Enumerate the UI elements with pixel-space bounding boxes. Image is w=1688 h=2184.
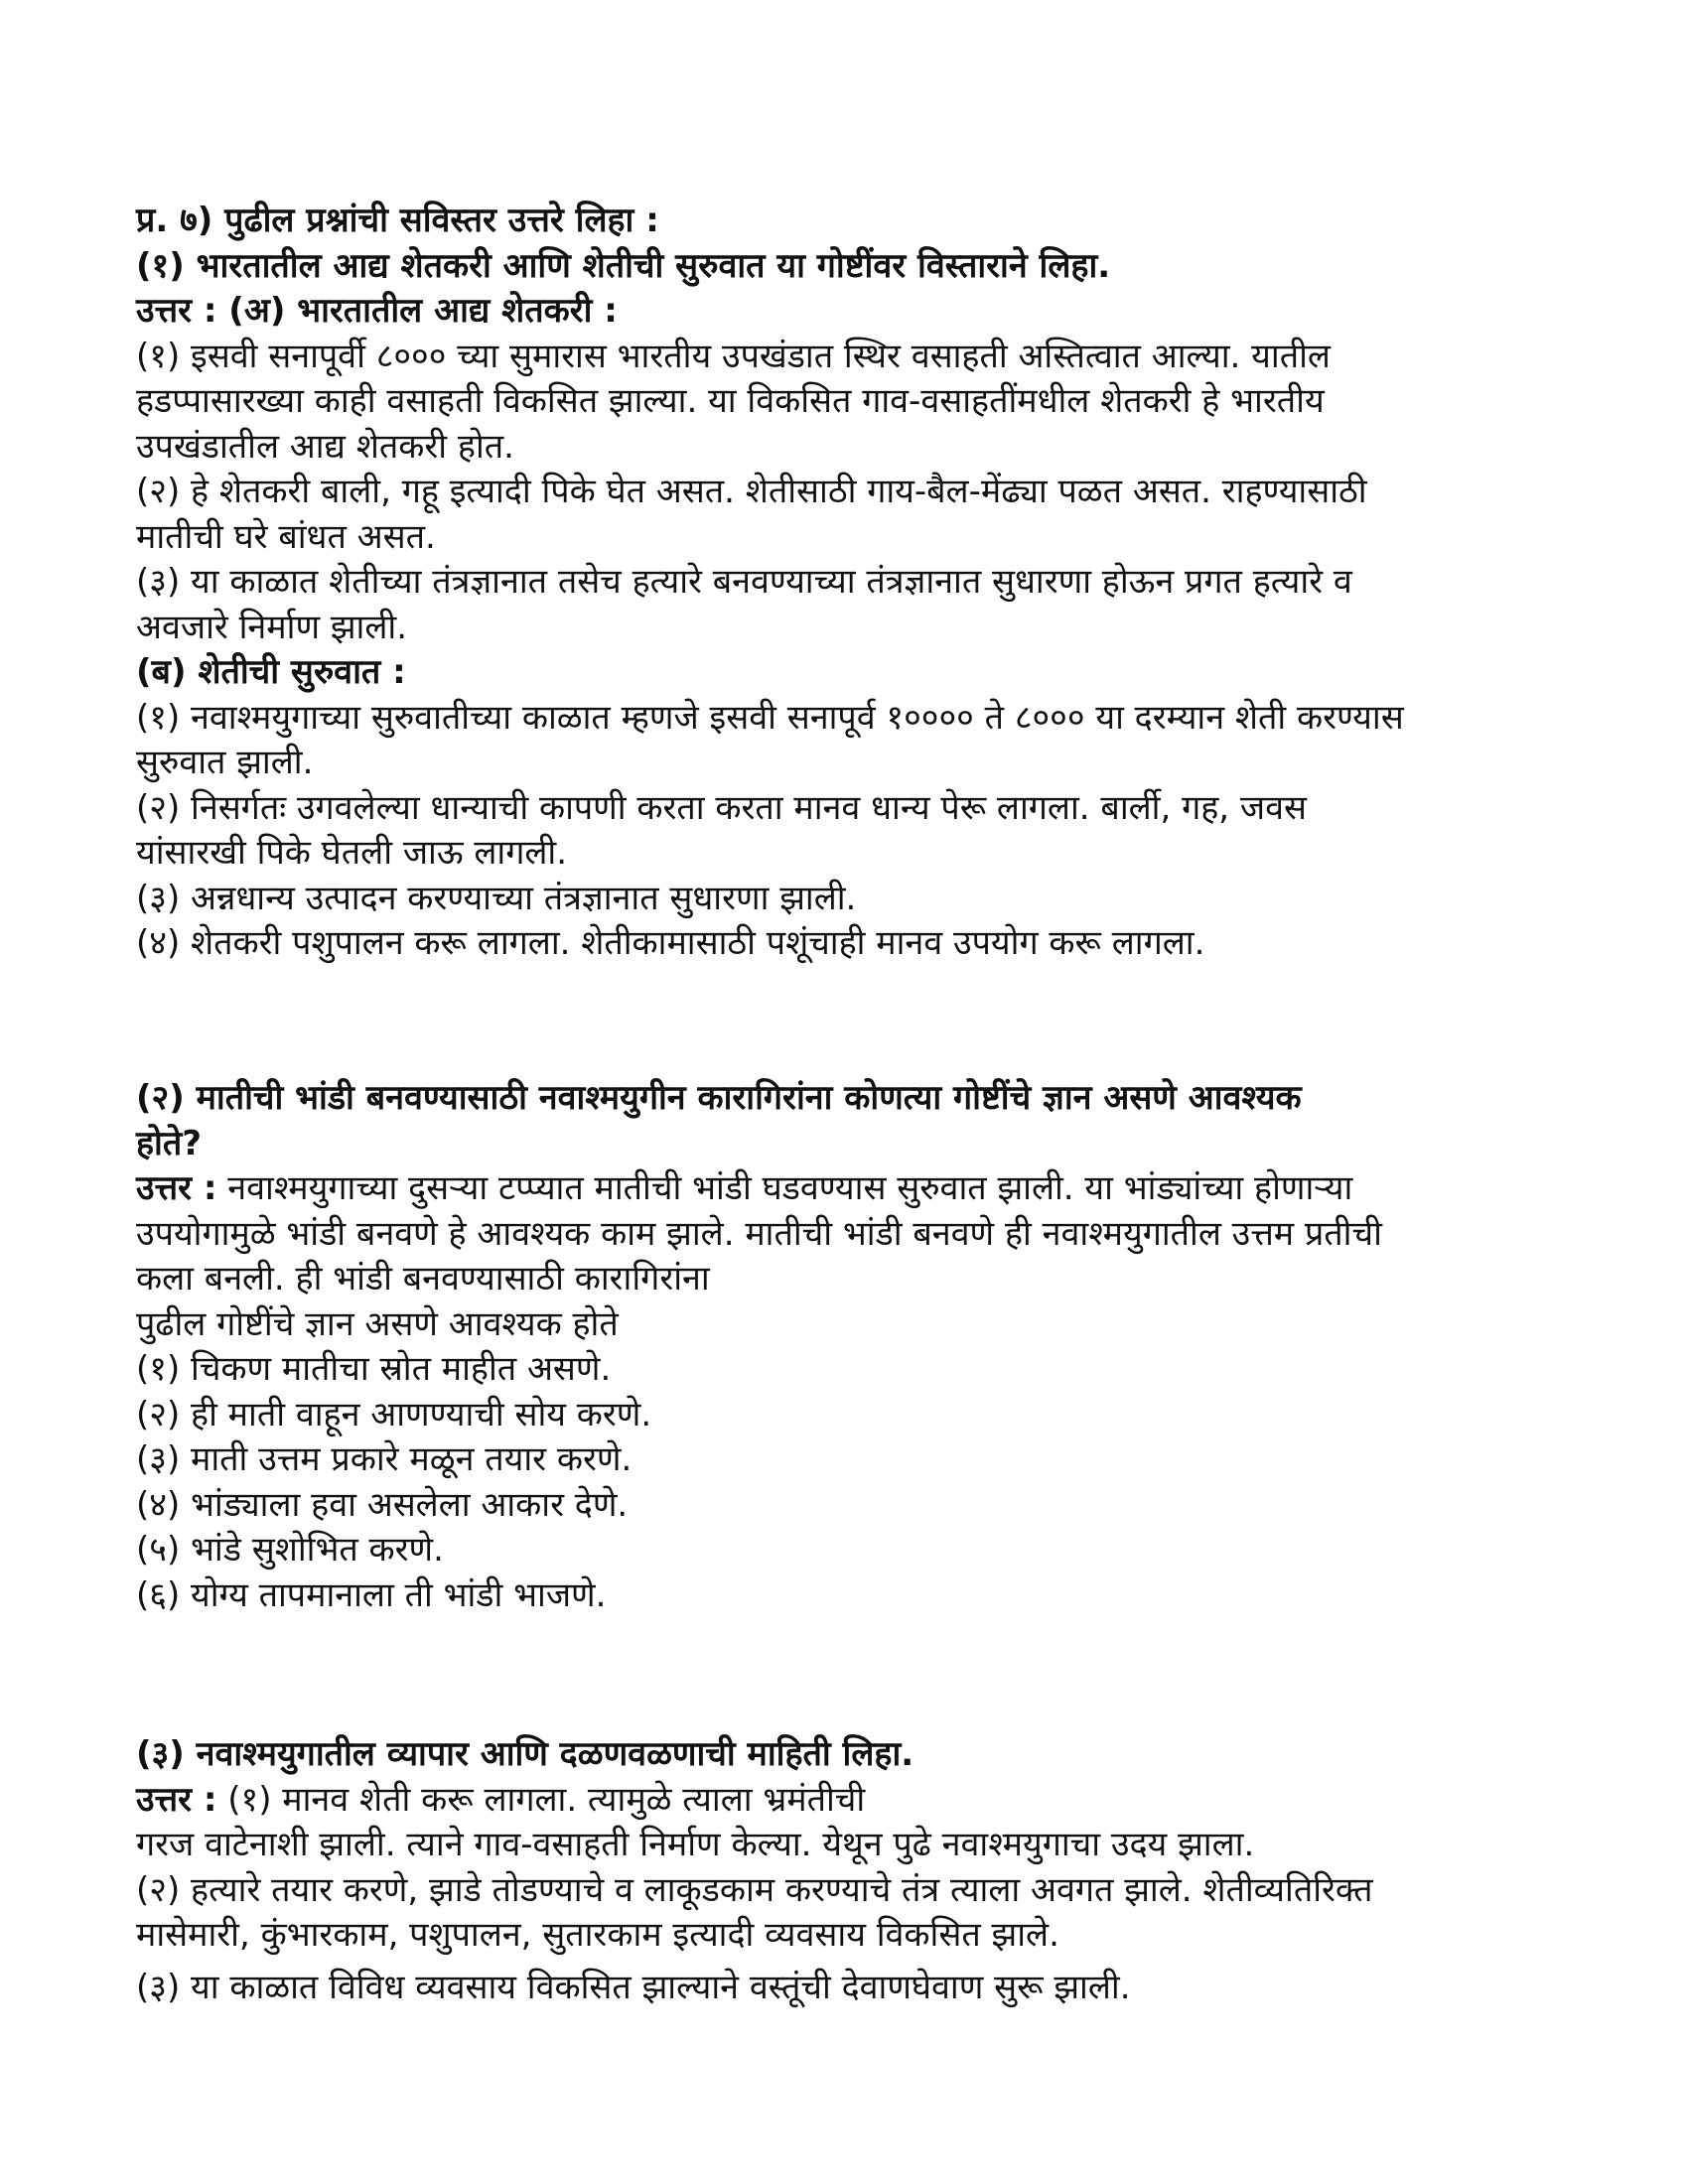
answer-1a-heading: उत्तर : (अ) भारतातील आद्य शेतकरी : bbox=[136, 291, 618, 331]
answer-line: (५) भांडे सुशोभित करणे. bbox=[136, 1530, 444, 1570]
answer-line: मातीची घरे बांधत असत. bbox=[136, 516, 436, 557]
answer-line: (१) नवाश्मयुगाच्या सुरुवातीच्या काळात म्हणजे इसवी सनापूर्व १०००० ते ८००० या दरम्यान शेती करण्यास bbox=[136, 697, 1404, 738]
answer-line: उपखंडातील आद्य शेतकरी होत. bbox=[136, 426, 514, 467]
answer-line: (६) योग्य तापमानाला ती भांडी भाजणे. bbox=[136, 1574, 607, 1615]
answer-2-first-line bbox=[136, 1166, 1566, 1212]
answer-line: (२) निसर्गतः उगवलेल्या धान्याची कापणी करता करता मानव धान्य पेरू लागला. बार्ली, गह, जवस bbox=[136, 787, 1308, 828]
answer-label: उत्तर : bbox=[136, 1168, 217, 1208]
answer-text: (१) मानव शेती करू लागला. त्यामुळे त्याला भ्रमंतीची bbox=[216, 1779, 866, 1820]
answer-line: मासेमारी, कुंभारकाम, पशुपालन, सुतारकाम इत्यादी व्यवसाय विकसित झाले. bbox=[136, 1915, 1059, 1955]
answer-line: (१) चिकण मातीचा स्रोत माहीत असणे. bbox=[136, 1349, 612, 1389]
answer-line: गरज वाटेनाशी झाली. त्याने गाव-वसाहती निर्माण केल्या. येथून पुढे नवाश्मयुगाचा उदय झाला. bbox=[136, 1825, 1255, 1864]
answer-line: सुरुवात झाली. bbox=[136, 743, 314, 782]
answer-line: (३) अन्नधान्य उत्पादन करण्याच्या तंत्रज्ञानात सुधारणा झाली. bbox=[136, 878, 857, 918]
section-question-2 bbox=[136, 1076, 1566, 1618]
answer-line: (२) हे शेतकरी बाली, गहू इत्यादी पिके घेत असत. शेतीसाठी गाय-बैल-मेंढ्या पळत असत. राहण्यासाठी bbox=[136, 472, 1367, 511]
answer-line: हडप्पासारख्या काही वसाहती विकसित झाल्या. या विकसित गाव-वसाहतींमधील शेतकरी हे भारतीय bbox=[136, 381, 1325, 421]
answer-line: कला बनली. ही भांडी बनवण्यासाठी कारागिरांना bbox=[136, 1259, 710, 1298]
answer-line: (३) या काळात शेतीच्या तंत्रज्ञानात तसेच हत्यारे बनवण्याच्या तंत्रज्ञानात सुधारणा होऊन प्रगत हत्यारे व bbox=[136, 562, 1352, 602]
answer-line: पुढील गोष्टींचे ज्ञान असणे आवश्यक होते bbox=[136, 1303, 619, 1344]
answer-line: (४) भांड्याला हवा असलेला आकार देणे. bbox=[136, 1484, 629, 1525]
answer-line: (१) इसवी सनापूर्वी ८००० च्या सुमारास भारतीय उपखंडात स्थिर वसाहती अस्तित्वात आल्या. यातील bbox=[136, 336, 1331, 376]
cut-off-text-line bbox=[136, 1968, 1566, 2007]
answer-3-first-line bbox=[136, 1778, 1566, 1824]
answer-line: उपयोगामुळे भांडी बनवणे हे आवश्यक काम झाले. मातीची भांडी बनवणे ही नवाश्मयुगातील उत्तम प्रतीची bbox=[136, 1213, 1382, 1254]
section-question-3 bbox=[136, 1732, 1566, 1959]
answer-line: अवजारे निर्माण झाली. bbox=[136, 607, 408, 647]
question-2-text-line-2: होते? bbox=[136, 1123, 202, 1163]
answer-line: (३) माती उत्तम प्रकारे मळून तयार करणे. bbox=[136, 1439, 633, 1479]
question-3-text: (३) नवाश्मयुगातील व्यापार आणि दळणवळणाची माहिती लिहा. bbox=[136, 1734, 914, 1774]
section-question-1 bbox=[136, 199, 1566, 967]
answer-label: उत्तर : bbox=[136, 1779, 217, 1820]
answer-line: (२) ही माती वाहून आणण्याची सोय करणे. bbox=[136, 1394, 652, 1434]
answer-line: यांसारखी पिके घेतली जाऊ लागली. bbox=[136, 833, 568, 873]
question-1-text: (१) भारतातील आद्य शेतकरी आणि शेतीची सुरुवात या गोष्टींवर विस्ताराने लिहा. bbox=[136, 245, 1111, 286]
answer-line: (४) शेतकरी पशुपालन करू लागला. शेतीकामासाठी पशूंचाही मानव उपयोग करू लागला. bbox=[136, 923, 1205, 963]
question-2-text-line-1: (२) मातीची भांडी बनवण्यासाठी नवाश्मयुगीन कारागिरांना कोणत्या गोष्टींचे ज्ञान असणे आवश्यक bbox=[136, 1078, 1302, 1118]
answer-1b-heading: (ब) शेतीची सुरुवात : bbox=[136, 652, 406, 692]
answer-line: (२) हत्यारे तयार करणे, झाडे तोडण्याचे व लाकूडकाम करण्याचे तंत्र त्याला अवगत झाले. शेतीव्यतिरिक्त bbox=[136, 1869, 1373, 1910]
question-set-heading: प्र. ७) पुढील प्रश्नांची सविस्तर उत्तरे लिहा : bbox=[136, 201, 659, 240]
answer-text: नवाश्मयुगाच्या दुसऱ्या टप्प्यात मातीची भांडी घडवण्यास सुरुवात झाली. या भांड्यांच्या होणाऱ्या bbox=[216, 1168, 1353, 1208]
cut-off-text: (३) या काळात विविध व्यवसाय विकसित झाल्याने वस्तूंची देवाणघेवाण सुरू झाली. bbox=[136, 1968, 1131, 2007]
